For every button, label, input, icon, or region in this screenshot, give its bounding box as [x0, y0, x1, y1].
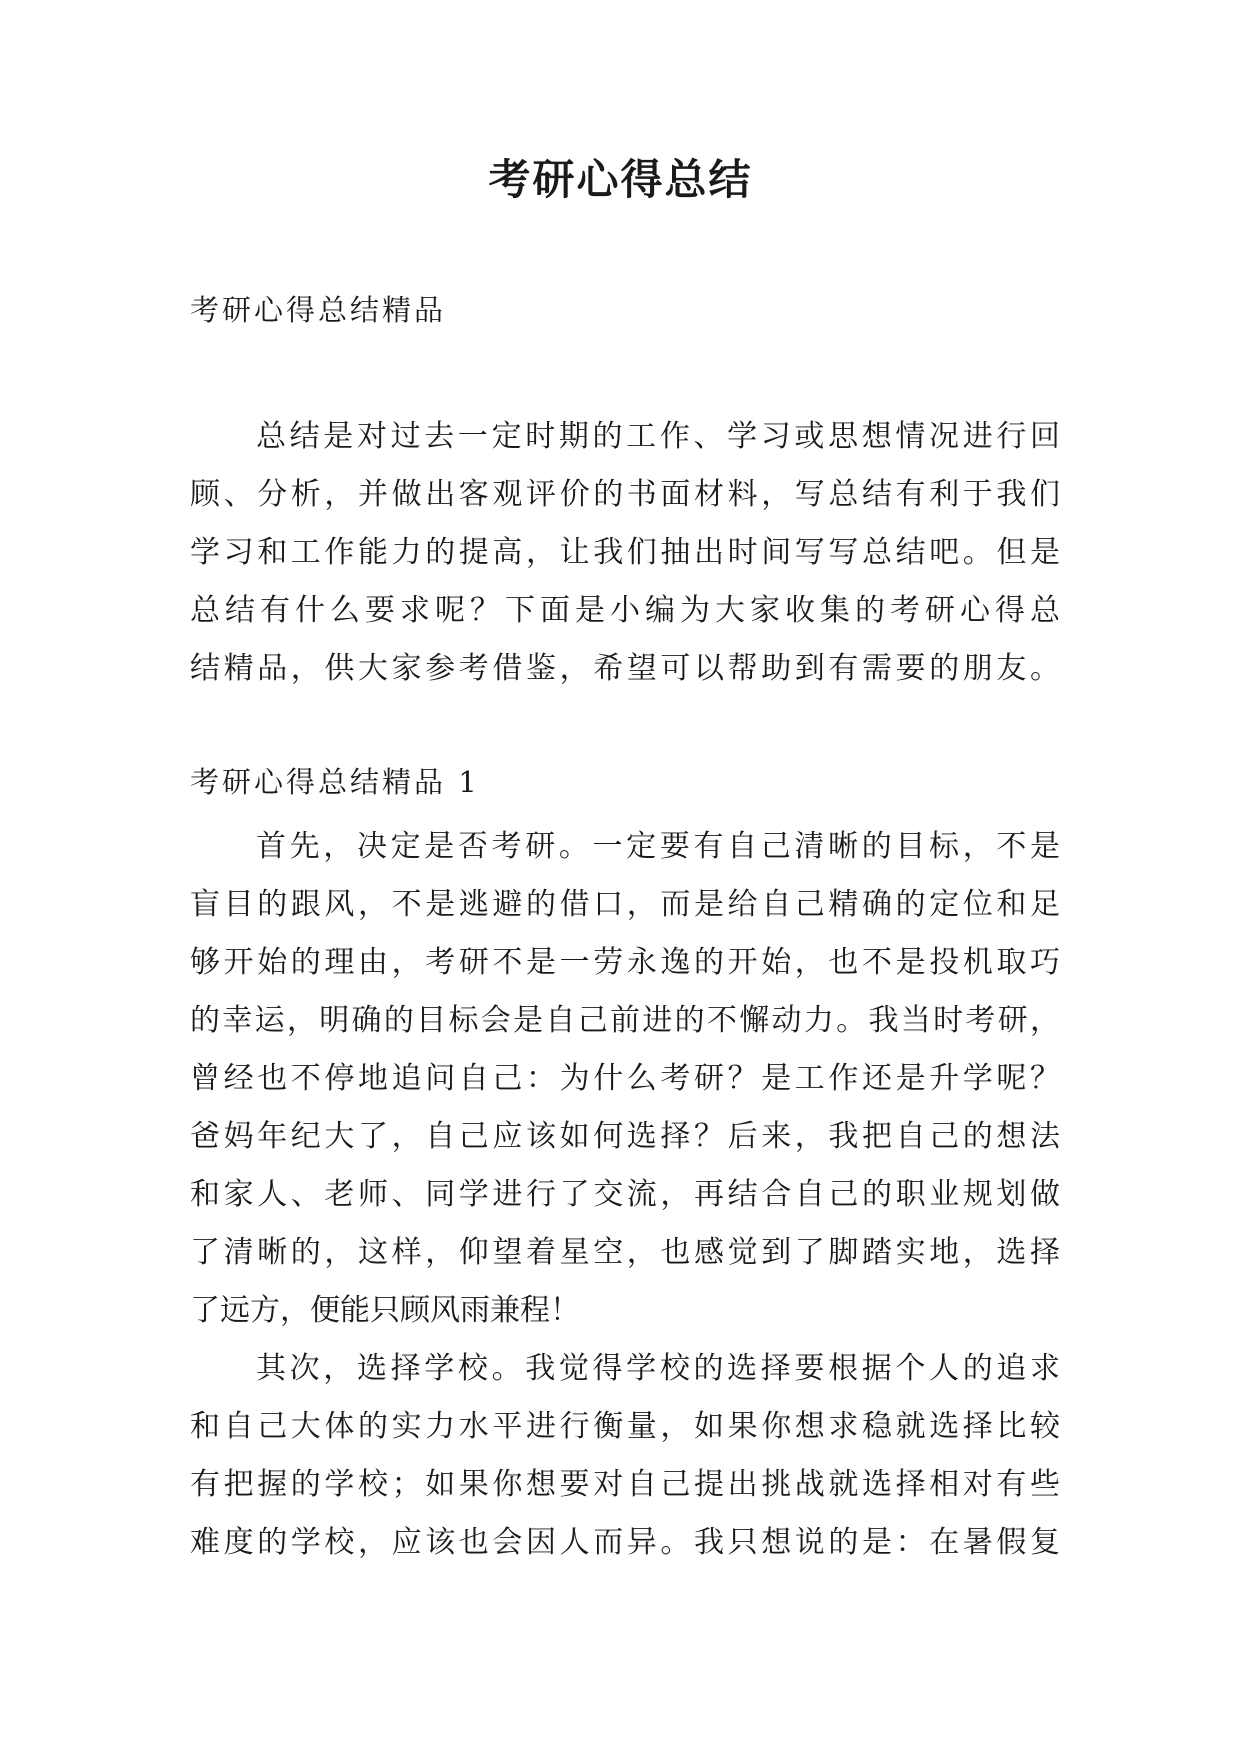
paragraph-line: 够开始的理由，考研不是一劳永逸的开始，也不是投机取巧 — [190, 945, 1060, 980]
paragraph-line: 爸妈年纪大了，自己应该如何选择？后来，我把自己的想法 — [190, 1119, 1060, 1154]
document-title: 考研心得总结 — [488, 155, 753, 204]
section-heading: 考研心得总结精品 1 — [190, 765, 480, 799]
intro-paragraph — [190, 408, 1060, 698]
intro-line: 总结是对过去一定时期的工作、学习或思想情况进行回 — [256, 419, 1060, 454]
paragraph-line: 和自己大体的实力水平进行衡量，如果你想求稳就选择比较 — [190, 1409, 1060, 1444]
paragraph-line: 难度的学校，应该也会因人而异。我只想说的是：在暑假复 — [190, 1525, 1060, 1560]
paragraph-line: 和家人、老师、同学进行了交流，再结合自己的职业规划做 — [190, 1177, 1060, 1212]
intro-line: 结精品，供大家参考借鉴，希望可以帮助到有需要的朋友。 — [190, 651, 1060, 686]
section-body — [190, 818, 1060, 1572]
paragraph-line: 其次，选择学校。我觉得学校的选择要根据个人的追求 — [256, 1351, 1060, 1386]
intro-line: 学习和工作能力的提高，让我们抽出时间写写总结吧。但是 — [190, 535, 1060, 570]
paragraph-line: 了远方，便能只顾风雨兼程！ — [190, 1293, 580, 1328]
document-subtitle: 考研心得总结精品 — [190, 293, 447, 327]
intro-line: 顾、分析，并做出客观评价的书面材料，写总结有利于我们 — [190, 477, 1060, 512]
paragraph-line: 的幸运，明确的目标会是自己前进的不懈动力。我当时考研， — [190, 1003, 1060, 1038]
paragraph-line: 了清晰的，这样，仰望着星空，也感觉到了脚踏实地，选择 — [190, 1235, 1060, 1270]
paragraph-line: 首先，决定是否考研。一定要有自己清晰的目标，不是 — [256, 829, 1060, 864]
intro-line: 总结有什么要求呢？下面是小编为大家收集的考研心得总 — [190, 593, 1060, 628]
paragraph-line: 有把握的学校；如果你想要对自己提出挑战就选择相对有些 — [190, 1467, 1060, 1502]
paragraph-line: 曾经也不停地追问自己：为什么考研？是工作还是升学呢？ — [190, 1061, 1060, 1096]
paragraph-line: 盲目的跟风，不是逃避的借口，而是给自己精确的定位和足 — [190, 887, 1060, 922]
